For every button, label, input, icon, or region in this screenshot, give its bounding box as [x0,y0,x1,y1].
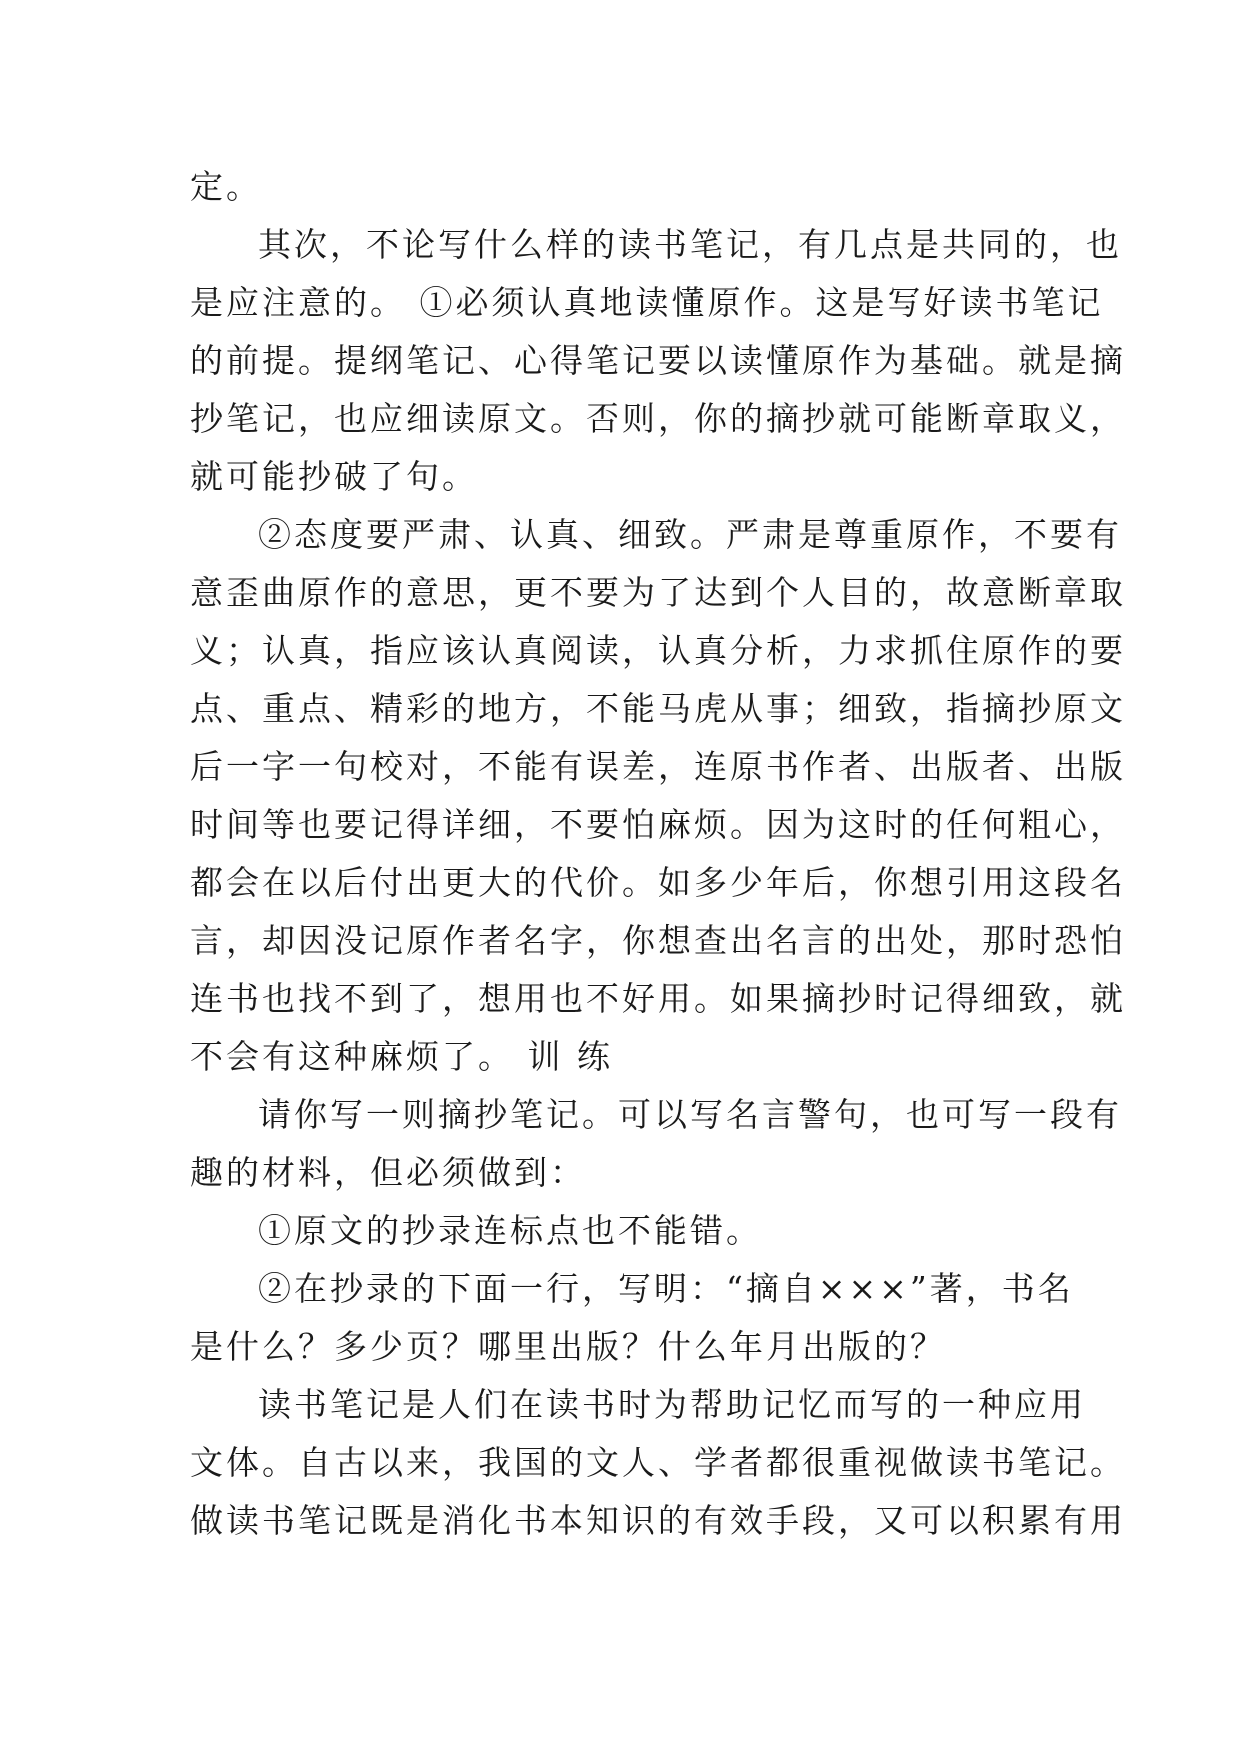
text-line: 请你写一则摘抄笔记。可以写名言警句，也可写一段有 [258,1095,1122,1134]
text-line: 言，却因没记原作者名字，你想查出名言的出处，那时恐怕 [190,921,1126,960]
text-line: 读书笔记是人们在读书时为帮助记忆而写的一种应用 [258,1385,1086,1424]
text-line: 不会有这种麻烦了。 训 练 [190,1037,613,1076]
text-line: ②在抄录的下面一行，写明：“摘自×××”著，书名 [258,1269,1074,1308]
text-line: 趣的材料，但必须做到： [190,1153,586,1192]
text-line: ①原文的抄录连标点也不能错。 [258,1211,762,1250]
document-body [190,158,1126,1550]
text-line: 做读书笔记既是消化书本知识的有效手段，又可以积累有用 [190,1501,1126,1540]
text-line: 后一字一句校对，不能有误差，连原书作者、出版者、出版 [190,747,1126,786]
text-line: 义；认真，指应该认真阅读，认真分析，力求抓住原作的要 [190,631,1126,670]
text-line: 都会在以后付出更大的代价。如多少年后，你想引用这段名 [190,863,1126,902]
text-line: 就可能抄破了句。 [190,457,478,496]
text-line: 是什么？多少页？哪里出版？什么年月出版的？ [190,1327,946,1366]
text-line: 的前提。提纲笔记、心得笔记要以读懂原作为基础。就是摘 [190,341,1126,380]
text-line: 文体。自古以来，我国的文人、学者都很重视做读书笔记。 [190,1443,1126,1482]
text-line: 是应注意的。 ①必须认真地读懂原作。这是写好读书笔记 [190,283,1104,322]
text-line: 意歪曲原作的意思，更不要为了达到个人目的，故意断章取 [190,573,1126,612]
text-line: 定。 [190,167,262,206]
text-line: 点、重点、精彩的地方，不能马虎从事；细致，指摘抄原文 [190,689,1126,728]
text-line: ②态度要严肃、认真、细致。严肃是尊重原作，不要有 [258,515,1122,554]
text-line: 连书也找不到了，想用也不好用。如果摘抄时记得细致，就 [190,979,1126,1018]
text-line: 时间等也要记得详细，不要怕麻烦。因为这时的任何粗心， [190,805,1126,844]
text-line: 其次，不论写什么样的读书笔记，有几点是共同的，也 [258,225,1122,264]
text-line: 抄笔记，也应细读原文。否则，你的摘抄就可能断章取义， [190,399,1126,438]
